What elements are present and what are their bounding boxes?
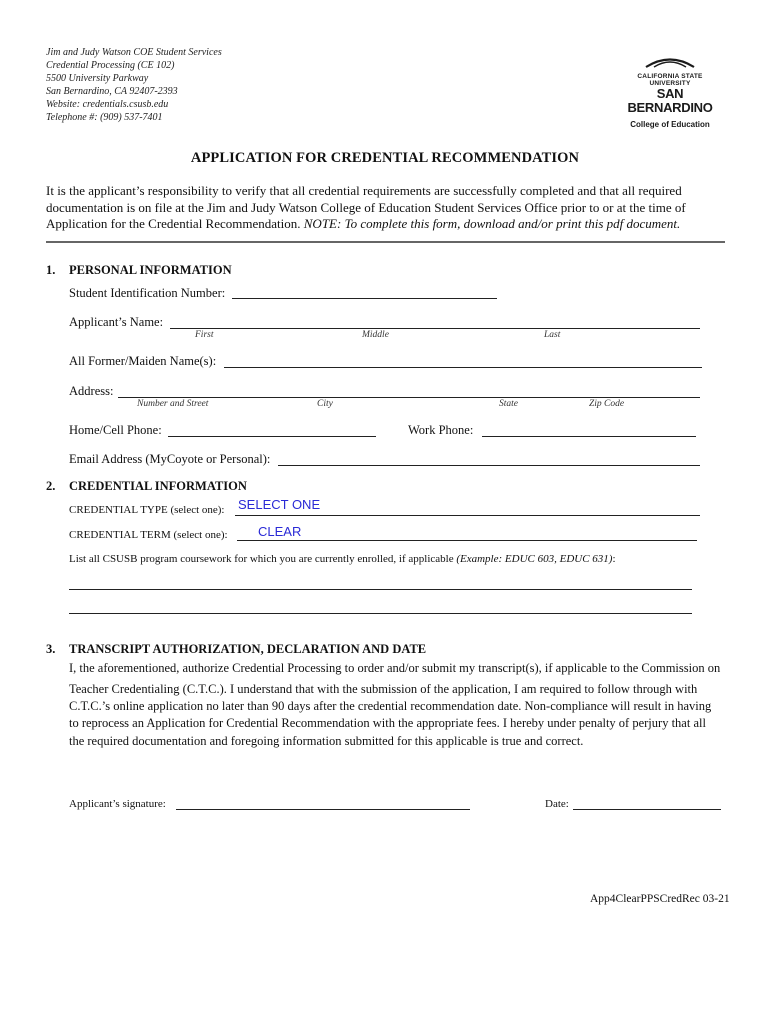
- signature-label: Applicant’s signature:: [69, 798, 166, 810]
- office-address-block: [46, 46, 222, 124]
- section-divider: [46, 241, 725, 243]
- logo-campus-name: SAN BERNARDINO: [627, 86, 713, 115]
- university-logo: [616, 54, 724, 129]
- address-street-caption: Number and Street: [137, 399, 209, 409]
- logo-college-name: College of Education: [630, 120, 710, 129]
- credential-term-select[interactable]: CLEAR: [258, 524, 302, 539]
- email-field[interactable]: [278, 465, 700, 466]
- date-label: Date:: [545, 798, 569, 810]
- section-3-number: 3.: [46, 642, 56, 656]
- form-code: App4ClearPPSCredRec 03-21: [590, 893, 730, 905]
- credential-type-underline: [235, 515, 700, 516]
- credential-term-label: CREDENTIAL TERM (select one):: [69, 529, 228, 541]
- credential-term-underline: [237, 540, 697, 541]
- section-2-title: CREDENTIAL INFORMATION: [69, 479, 247, 493]
- coursework-line-2[interactable]: [69, 613, 692, 614]
- student-id-label: Student Identification Number:: [69, 286, 226, 300]
- signature-field[interactable]: [176, 809, 470, 810]
- coursework-colon: :: [612, 553, 616, 565]
- former-names-field[interactable]: [224, 367, 702, 368]
- intro-note: NOTE: To complete this form, download and/or print this pdf document.: [303, 216, 681, 231]
- section-1-number: 1.: [46, 263, 56, 277]
- office-city: San Bernardino, CA 92407-2393: [46, 86, 178, 97]
- logo-arc-icon: [616, 54, 724, 68]
- student-id-field[interactable]: [232, 298, 497, 299]
- home-phone-label: Home/Cell Phone:: [69, 423, 162, 437]
- name-last-caption: Last: [544, 330, 561, 340]
- email-label: Email Address (MyCoyote or Personal):: [69, 452, 271, 466]
- coursework-line-1[interactable]: [69, 589, 692, 590]
- name-middle-caption: Middle: [362, 330, 389, 340]
- form-title: APPLICATION FOR CREDENTIAL RECOMMENDATION: [190, 150, 580, 166]
- address-state-caption: State: [499, 399, 518, 409]
- coursework-text: List all CSUSB program coursework for which you are currently enrolled, if applicable: [69, 553, 454, 565]
- declaration-line-3: C.T.C.’s online application no later than 90 days after the credential recommendation date. Non-compliance will result in having: [69, 699, 712, 713]
- declaration-line-2: Teacher Credentialing (C.T.C.). I understand that with the submission of the application, I am required to follow through with: [69, 682, 698, 696]
- logo-system-name: CALIFORNIA STATE UNIVERSITY: [637, 73, 703, 87]
- credential-type-select[interactable]: SELECT ONE: [238, 497, 321, 512]
- address-field[interactable]: [118, 397, 700, 398]
- work-phone-field[interactable]: [482, 436, 696, 437]
- section-2-number: 2.: [46, 479, 56, 493]
- work-phone-label: Work Phone:: [408, 423, 474, 437]
- intro-text: It is the applicant’s responsibility to verify that all credential requirements are successfully completed and that all required documentation is on file at the Jim and Judy Watson College of Education Student Services Office prior to or at the time of Application for the Credential Recommendation.: [46, 183, 686, 231]
- office-website: Website: credentials.csusb.edu: [46, 99, 169, 110]
- credential-type-label: CREDENTIAL TYPE (select one):: [69, 504, 225, 516]
- declaration-line-4: to reprocess an Application for Credential Recommendation with the appropriate fees. I hereby under penalty of perjury that all: [69, 716, 706, 730]
- address-city-caption: City: [317, 399, 333, 409]
- office-room: Credential Processing (CE 102): [46, 60, 175, 71]
- address-zip-caption: Zip Code: [589, 399, 625, 409]
- applicant-name-field[interactable]: [170, 328, 700, 329]
- intro-paragraph: [46, 183, 736, 233]
- former-names-label: All Former/Maiden Name(s):: [69, 354, 217, 368]
- office-street: 5500 University Parkway: [46, 73, 149, 84]
- name-first-caption: First: [195, 330, 214, 340]
- office-telephone: Telephone #: (909) 537-7401: [46, 112, 163, 123]
- section-3-title: TRANSCRIPT AUTHORIZATION, DECLARATION AND DATE: [69, 642, 427, 656]
- applicant-name-label: Applicant’s Name:: [69, 315, 164, 329]
- address-label: Address:: [69, 384, 114, 398]
- declaration-line-5: the required documentation and foregoing information submitted for this applicable is true and correct.: [69, 734, 584, 748]
- coursework-example: (Example: EDUC 603, EDUC 631): [456, 553, 613, 565]
- home-phone-field[interactable]: [168, 436, 376, 437]
- office-name: Jim and Judy Watson COE Student Services: [46, 47, 222, 58]
- coursework-label: [69, 553, 616, 565]
- declaration-line-1: I, the aforementioned, authorize Credential Processing to order and/or submit my transcript(s), if applicable to the Commission on: [69, 661, 721, 675]
- section-1-title: PERSONAL INFORMATION: [69, 263, 232, 277]
- date-field[interactable]: [573, 809, 721, 810]
